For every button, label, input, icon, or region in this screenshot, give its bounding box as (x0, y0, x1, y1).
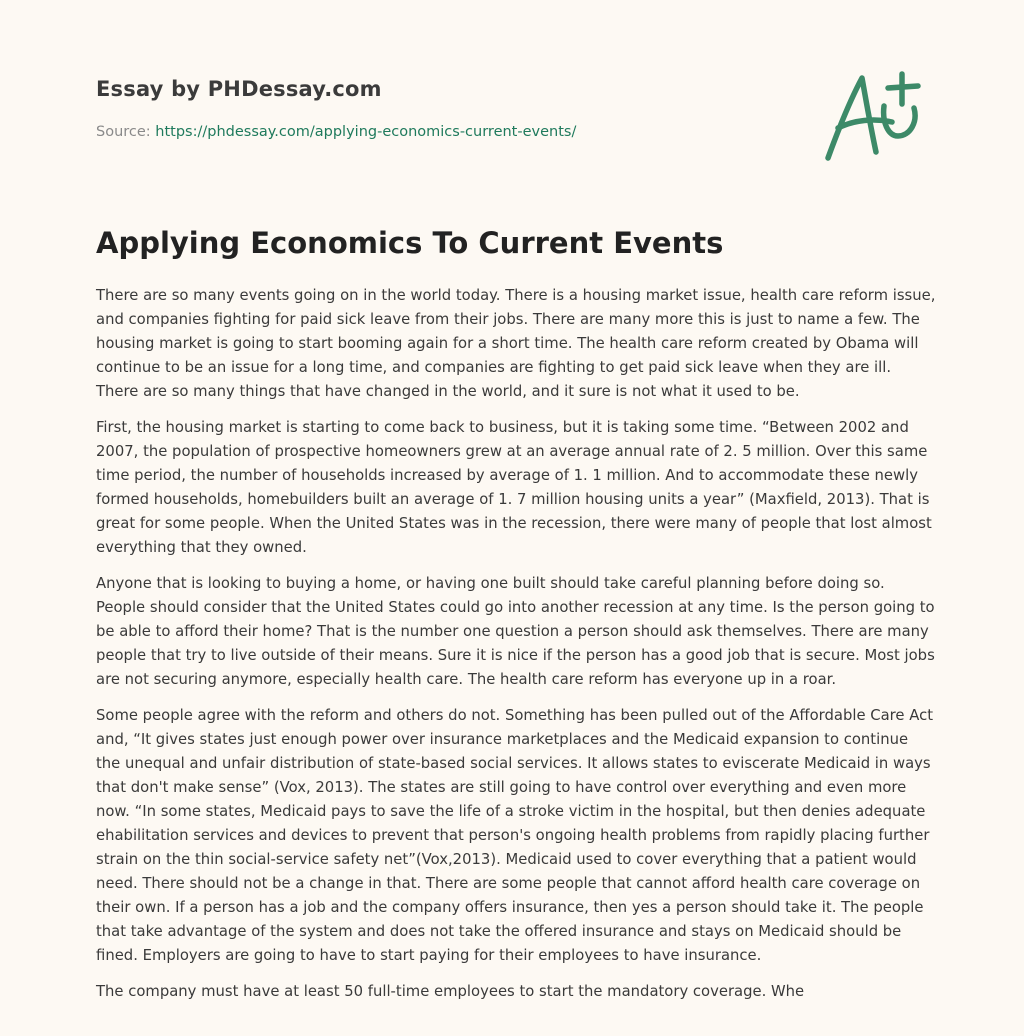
essay-paragraph: There are so many events going on in the world today. There is a housing market issue, health care reform issue, and companies fighting for paid sick leave from their jobs. There are many more this is just to name a few. The housing market is going to start booming again for a short time. The health care reform created by Obama will continue to be an issue for a long time, and companies are fighting to get paid sick leave when they are ill. There are so many things that have changed in the world, and it sure is not what it used to be. (96, 287, 936, 400)
essay-paragraph: Anyone that is looking to buying a home, or having one built should take careful planning before doing so. People should consider that the United States could go into another recession at any time. Is the person going to be able to afford their home? That is the number one question a person should ask themselves. There are many people that try to live outside of their means. Sure it is nice if the person has a good job that is secure. Most jobs are not securing anymore, especially health care. The health care reform has everyone up in a roar. (96, 575, 935, 688)
source-label: Source: (96, 124, 156, 140)
source-link[interactable]: https://phdessay.com/applying-economics-current-events/ (155, 124, 577, 140)
site-brand: Essay by PHDessay.com (96, 77, 382, 101)
essay-paragraph: First, the housing market is starting to come back to business, but it is taking some time. “Between 2002 and 2007, the population of prospective homeowners grew at an average annual rate of 2. 5 million. Over this same time period, the number of households increased by average of 1. 1 million. And to accommodate these newly formed households, homebuilders built an average of 1. 7 million housing units a year” (Maxfield, 2013). That is great for some people. When the United States was in the recession, there were many of people that lost almost everything that they owned. (96, 419, 932, 556)
source-line (96, 124, 576, 140)
essay-paragraph: Some people agree with the reform and others do not. Something has been pulled out of the Affordable Care Act and, “It gives states just enough power over insurance marketplaces and the Medicaid expansion to continue the unequal and unfair distribution of state-based social services. It allows states to eviscerate Medicaid in ways that don't make sense” (Vox, 2013). The states are still going to have control over everything and even more now. “In some states, Medicaid pays to save the life of a stroke victim in the hospital, but then denies adequate ehabilitation services and devices to prevent that person's ongoing health problems from rapidly placing further strain on the thin social-service safety net”(Vox,2013). Medicaid used to cover everything that a patient would need. There should not be a change in that. There are some people that cannot afford health care coverage on their own. If a person has a job and the company offers insurance, then yes a person should take it. The people that take advantage of the system and does not take the offered insurance and stays on Medicaid should be fined. Employers are going to have to start paying for their employees to have insurance. (96, 707, 934, 964)
essay-body (96, 284, 936, 1016)
essay-paragraph: The company must have at least 50 full-time employees to start the mandatory coverage. Whe (96, 983, 805, 1000)
a-plus-grade-icon (818, 66, 928, 166)
essay-title: Applying Economics To Current Events (96, 226, 724, 260)
